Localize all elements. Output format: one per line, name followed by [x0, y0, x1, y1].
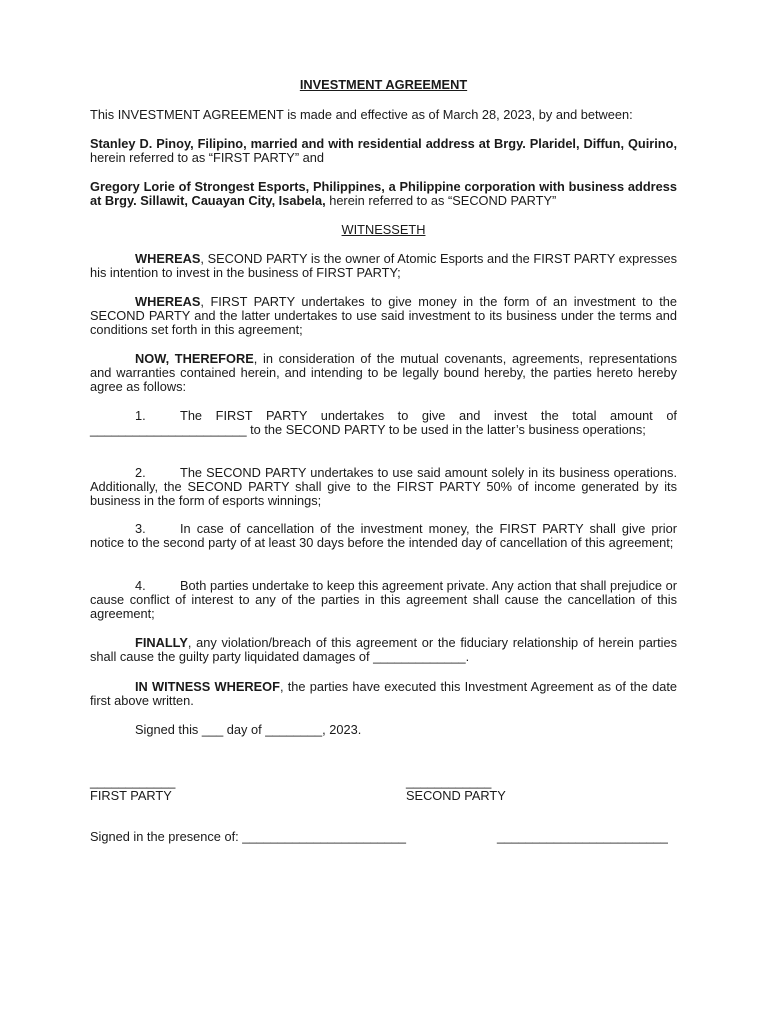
clause-2-text: The SECOND PARTY undertakes to use said amount solely in its business operations. Additionally, the SECOND PARTY shall give to the FIRST PARTY 50% of income generated by its business in the form of esports winnings;	[90, 465, 677, 508]
clause-1	[90, 409, 677, 437]
now-therefore-text: , in consideration of the mutual covenants, agreements, representations and warranties contained herein, and intending to be legally bound hereby, the parties hereto hereby agree as follows:	[90, 351, 677, 394]
first-party-details: Stanley D. Pinoy, Filipino, married and with residential address at Brgy. Plaridel, Diffun, Quirino,	[90, 136, 677, 151]
now-therefore-keyword: NOW, THEREFORE	[135, 351, 254, 366]
whereas-1-paragraph	[90, 252, 677, 280]
clause-4-text: Both parties undertake to keep this agreement private. Any action that shall prejudice or cause conflict of interest to any of the parties in this agreement shall cause the cancellation of this agreement;	[90, 578, 677, 621]
clause-2-number: 2.	[135, 465, 146, 480]
clause-3-text: In case of cancellation of the investment money, the FIRST PARTY shall give prior notice to the second party of at least 30 days before the intended day of cancellation of this agreement;	[90, 521, 677, 550]
whereas-1-keyword: WHEREAS	[135, 251, 201, 266]
witness-whereof-keyword: IN WITNESS WHEREOF	[135, 679, 280, 694]
witness-whereof-text: , the parties have executed this Investment Agreement as of the date first above written.	[90, 679, 677, 708]
first-party-signature-label: FIRST PARTY	[90, 788, 172, 803]
now-therefore-paragraph	[90, 352, 677, 394]
first-party-signature-block	[90, 775, 175, 803]
whereas-1-text: , SECOND PARTY is the owner of Atomic Esports and the FIRST PARTY expresses his intention to invest in the business of FIRST PARTY;	[90, 251, 677, 280]
clause-4	[90, 579, 677, 621]
whereas-2-text: , FIRST PARTY undertakes to give money in the form of an investment to the SECOND PARTY and the latter undertakes to use said investment to its business under the terms and conditions set forth in this agreement;	[90, 294, 677, 337]
clause-3-number: 3.	[135, 521, 146, 536]
witness-whereof-paragraph	[90, 680, 677, 708]
witness-2-signature-line: ________________________	[497, 829, 668, 844]
whereas-2-paragraph	[90, 295, 677, 337]
first-party-signature-line: ____________	[90, 774, 176, 789]
whereas-2-keyword: WHEREAS	[135, 294, 201, 309]
signed-this-text: Signed this ___ day of ________, 2023.	[135, 722, 362, 737]
second-party-details: Gregory Lorie of Strongest Esports, Philippines, a Philippine corporation with business address at Brgy. Sillawit, Cauayan City, Isabela,	[90, 179, 677, 208]
clause-4-number: 4.	[135, 578, 146, 593]
first-party-paragraph	[90, 137, 677, 165]
finally-keyword: FINALLY	[135, 635, 188, 650]
second-party-signature-block	[406, 775, 506, 803]
first-party-reference: herein referred to as “FIRST PARTY” and	[90, 150, 324, 165]
witnesseth-heading: WITNESSETH	[341, 222, 426, 237]
clause-3	[90, 522, 677, 550]
second-party-signature-label: SECOND PARTY	[406, 788, 506, 803]
second-party-signature-line: ____________	[406, 774, 492, 789]
witness-1-signature-line: _______________________	[242, 829, 406, 844]
document-title: INVESTMENT AGREEMENT	[299, 77, 468, 92]
witness-presence-line	[90, 830, 406, 844]
witness-presence-label: Signed in the presence of:	[90, 829, 243, 844]
intro-paragraph: This INVESTMENT AGREEMENT is made and effective as of March 28, 2023, by and between:	[90, 107, 633, 122]
signed-this-line	[90, 723, 677, 737]
clause-2	[90, 466, 677, 508]
second-party-paragraph	[90, 180, 677, 208]
clause-1-number: 1.	[135, 408, 146, 423]
finally-text: , any violation/breach of this agreement or the fiduciary relationship of herein parties shall cause the guilty party liquidated damages of _____________.	[90, 635, 677, 664]
finally-paragraph	[90, 636, 677, 664]
clause-1-text: The FIRST PARTY undertakes to give and invest the total amount of ______________________ to the SECOND PARTY to be used in the latter’s business operations;	[90, 408, 677, 437]
second-party-reference: herein referred to as “SECOND PARTY”	[325, 193, 557, 208]
